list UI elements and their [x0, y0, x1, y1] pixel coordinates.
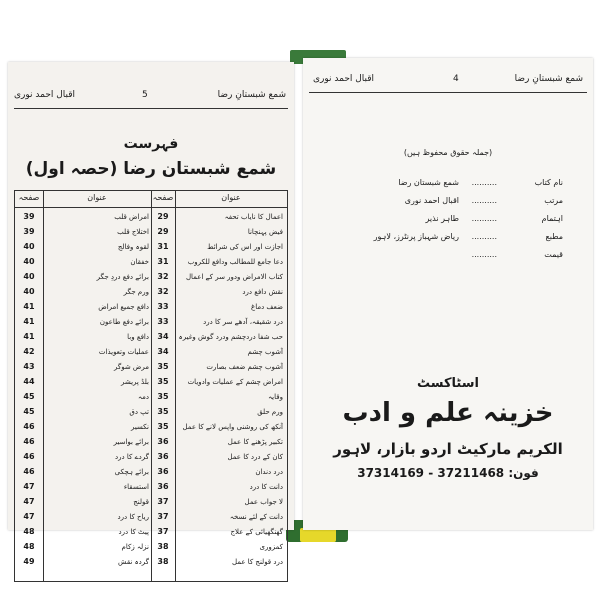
imprint-label: قیمت	[544, 250, 563, 259]
toc-page-number: 46	[23, 452, 35, 461]
imprint-label: اہتمام	[541, 214, 563, 223]
toc-topic: نقش دافع درد	[242, 288, 283, 296]
imprint-row	[333, 214, 563, 228]
toc-topic: گردہ نقش	[117, 558, 149, 566]
toc-page-number: 29	[157, 212, 169, 221]
toc-header-topic: عنوان	[87, 193, 107, 202]
toc-topic: امراض قلب	[114, 213, 149, 221]
imprint-row	[333, 232, 563, 246]
toc-page-number: 36	[157, 437, 169, 446]
imprint-dots: ..........	[471, 178, 497, 187]
toc-page-number: 44	[23, 377, 35, 386]
header-author: اقبال احمد نوری	[14, 90, 76, 100]
toc-page-number: 40	[23, 287, 35, 296]
imprint-label: مطبع	[545, 232, 563, 241]
toc-page-number: 37	[157, 497, 169, 506]
header-page-number: 5	[142, 90, 148, 100]
toc-topic: پیٹ کا درد	[118, 528, 149, 536]
toc-page-number: 31	[157, 257, 169, 266]
toc-page-number: 38	[157, 557, 169, 566]
toc-page-number: 47	[23, 482, 35, 491]
toc-header-topic: عنوان	[221, 193, 241, 202]
toc-page-number: 33	[157, 317, 169, 326]
toc-table	[14, 190, 288, 582]
imprint-value: شمع شبستان رضا	[398, 178, 459, 187]
toc-page-number: 36	[157, 467, 169, 476]
toc-topic: فیض پہنچانا	[247, 228, 283, 236]
toc-page-number: 40	[23, 242, 35, 251]
toc-topic: نزلہ زکام	[121, 543, 149, 551]
imprint-row	[333, 196, 563, 210]
toc-topic: ریاح کا درد	[117, 513, 149, 521]
toc-topic: دافع وبا	[127, 333, 149, 341]
toc-header-page: صفحہ	[18, 193, 40, 202]
toc-topic: برائے بواسیر	[113, 438, 149, 446]
copyright-note: (جملہ حقوق محفوظ ہیں)	[403, 148, 493, 157]
imprint-value: ریاض شہباز پرنٹرز، لاہور	[373, 232, 459, 241]
publisher-address: الکریم مارکیٹ اردو بازار، لاہور	[333, 440, 563, 458]
toc-page-number: 47	[23, 497, 35, 506]
book-cover-yellow-strip	[300, 528, 336, 542]
toc-page-number: 42	[23, 347, 35, 356]
toc-topic: برائے ہچکی	[114, 468, 149, 476]
imprint-value: طاہر نذیر	[425, 214, 459, 223]
toc-topic: دانت کے لئے نسخہ	[229, 513, 283, 521]
toc-page-number: 46	[23, 437, 35, 446]
toc-topic: نکسیر	[130, 423, 149, 431]
toc-page-number: 40	[23, 272, 35, 281]
toc-topic: تکبیر پڑھنے کا عمل	[227, 438, 283, 446]
stockist-label: اسٹاکسٹ	[417, 376, 479, 391]
toc-topic: مرض شوگر	[114, 363, 149, 371]
toc-page-number: 34	[157, 347, 169, 356]
toc-page-number: 31	[157, 242, 169, 251]
toc-page-number: 36	[157, 452, 169, 461]
toc-page-number: 33	[157, 302, 169, 311]
right-page	[303, 58, 593, 530]
toc-page-number: 34	[157, 332, 169, 341]
toc-topic: اعمال کا نایاب تحفہ	[224, 213, 283, 221]
toc-page-number: 41	[23, 332, 35, 341]
toc-topic: اختلاج قلب	[117, 228, 149, 236]
publisher-name: خزینہ علم و ادب	[342, 398, 554, 428]
toc-topic: ضعف دماغ	[251, 303, 283, 311]
toc-page-number: 40	[23, 257, 35, 266]
toc-topic: اجازت اور اس کی شرائط	[207, 243, 283, 251]
toc-page-number: 45	[23, 392, 35, 401]
toc-topic: بلڈ پریشر	[120, 378, 149, 386]
toc-topic: خفقان	[130, 258, 149, 266]
toc-topic: لقوہ وفالج	[117, 243, 149, 251]
toc-page-number: 39	[23, 212, 35, 221]
toc-title: فہرست	[123, 136, 179, 152]
imprint-row	[333, 178, 563, 192]
imprint-dots: ..........	[471, 250, 497, 259]
toc-topic: کتاب الامراض ودور سر کے اعمال	[185, 273, 283, 281]
toc-topic: امراض چشم کے عملیات وادویات	[187, 378, 283, 386]
toc-topic: عملیات وتعویذات	[98, 348, 149, 356]
toc-page-number: 46	[23, 422, 35, 431]
toc-page-number: 41	[23, 302, 35, 311]
toc-page-number: 37	[157, 512, 169, 521]
imprint-label: مرتب	[544, 196, 563, 205]
toc-page-number: 35	[157, 362, 169, 371]
toc-page-number: 48	[23, 527, 35, 536]
right-page-header	[303, 74, 593, 90]
toc-topic: دمہ	[138, 393, 149, 401]
imprint-dots: ..........	[471, 196, 497, 205]
toc-page-number: 41	[23, 317, 35, 326]
toc-page-number: 45	[23, 407, 35, 416]
left-page-header	[8, 90, 294, 106]
toc-page-number: 35	[157, 407, 169, 416]
toc-topic: آشوب چشم	[247, 348, 283, 356]
toc-topic: دافع جمیع امراض	[98, 303, 149, 311]
imprint-row	[333, 250, 563, 264]
toc-page-number: 46	[23, 467, 35, 476]
toc-page-number: 35	[157, 377, 169, 386]
toc-header-rule	[15, 207, 287, 208]
toc-topic: استسقاء	[123, 483, 149, 491]
header-rule	[309, 92, 587, 93]
toc-page-number: 39	[23, 227, 35, 236]
toc-page-number: 32	[157, 272, 169, 281]
toc-topic: درد قولنج کا عمل	[231, 558, 283, 566]
toc-topic: ورم جگر	[123, 288, 149, 296]
toc-topic: لا جواب عمل	[244, 498, 283, 506]
header-book-title: شمع شبستانِ رضا	[514, 74, 583, 84]
publisher-phone: فون: 37211468 - 37314169	[357, 466, 539, 480]
header-page-number: 4	[453, 74, 459, 84]
toc-page-number: 38	[157, 542, 169, 551]
toc-topic: کمزوری	[259, 543, 283, 551]
toc-subtitle: شمع شبستان رضا (حصہ اول)	[25, 159, 277, 179]
toc-page-number: 37	[157, 527, 169, 536]
toc-topic: گردے کا درد	[115, 453, 149, 461]
toc-page-number: 48	[23, 542, 35, 551]
toc-topic: آشوب چشم ضعف بصارت	[206, 363, 283, 371]
header-rule	[14, 108, 288, 109]
toc-page-number: 29	[157, 227, 169, 236]
left-page	[8, 62, 294, 566]
toc-divider	[175, 191, 176, 581]
toc-topic: دانت کا درد	[249, 483, 283, 491]
toc-topic: ورم حلق	[257, 408, 283, 416]
imprint-value: اقبال احمد نوری	[404, 196, 459, 205]
header-author: اقبال احمد نوری	[313, 74, 375, 84]
toc-topic: گھنگھیائی کے علاج	[230, 528, 283, 536]
toc-page-number: 49	[23, 557, 35, 566]
toc-topic: برائے دفع طاعون	[99, 318, 149, 326]
imprint-dots: ..........	[471, 214, 497, 223]
toc-page-number: 47	[23, 512, 35, 521]
toc-topic: آنکھ کی روشنی واپس لانے کا عمل	[182, 423, 283, 431]
imprint-dots: ..........	[471, 232, 497, 241]
toc-topic: قولنج	[133, 498, 149, 506]
toc-page-number: 32	[157, 287, 169, 296]
toc-topic: حب شفا دردچشم ودرد گوش وغیرہ	[178, 333, 283, 341]
toc-topic: دعا جامع للمطالب ودافع للکروب	[187, 258, 283, 266]
toc-page-number: 35	[157, 422, 169, 431]
toc-topic: درد دندان	[255, 468, 283, 476]
toc-topic: درد شقیقہ، آدھے سر کا درد	[203, 318, 283, 326]
toc-page-number: 35	[157, 392, 169, 401]
toc-page-number: 36	[157, 482, 169, 491]
toc-header-page: صفحہ	[152, 193, 174, 202]
toc-topic: کان کے درد کا عمل	[227, 453, 283, 461]
toc-topic: برائے دفع دردِ جگر	[96, 273, 149, 281]
toc-topic: وقایہ	[268, 393, 283, 401]
toc-divider	[43, 191, 44, 581]
imprint-label: نام کتاب	[534, 178, 563, 187]
toc-page-number: 43	[23, 362, 35, 371]
toc-topic: تپ دق	[129, 408, 149, 416]
header-book-title: شمع شبستانِ رضا	[217, 90, 286, 100]
